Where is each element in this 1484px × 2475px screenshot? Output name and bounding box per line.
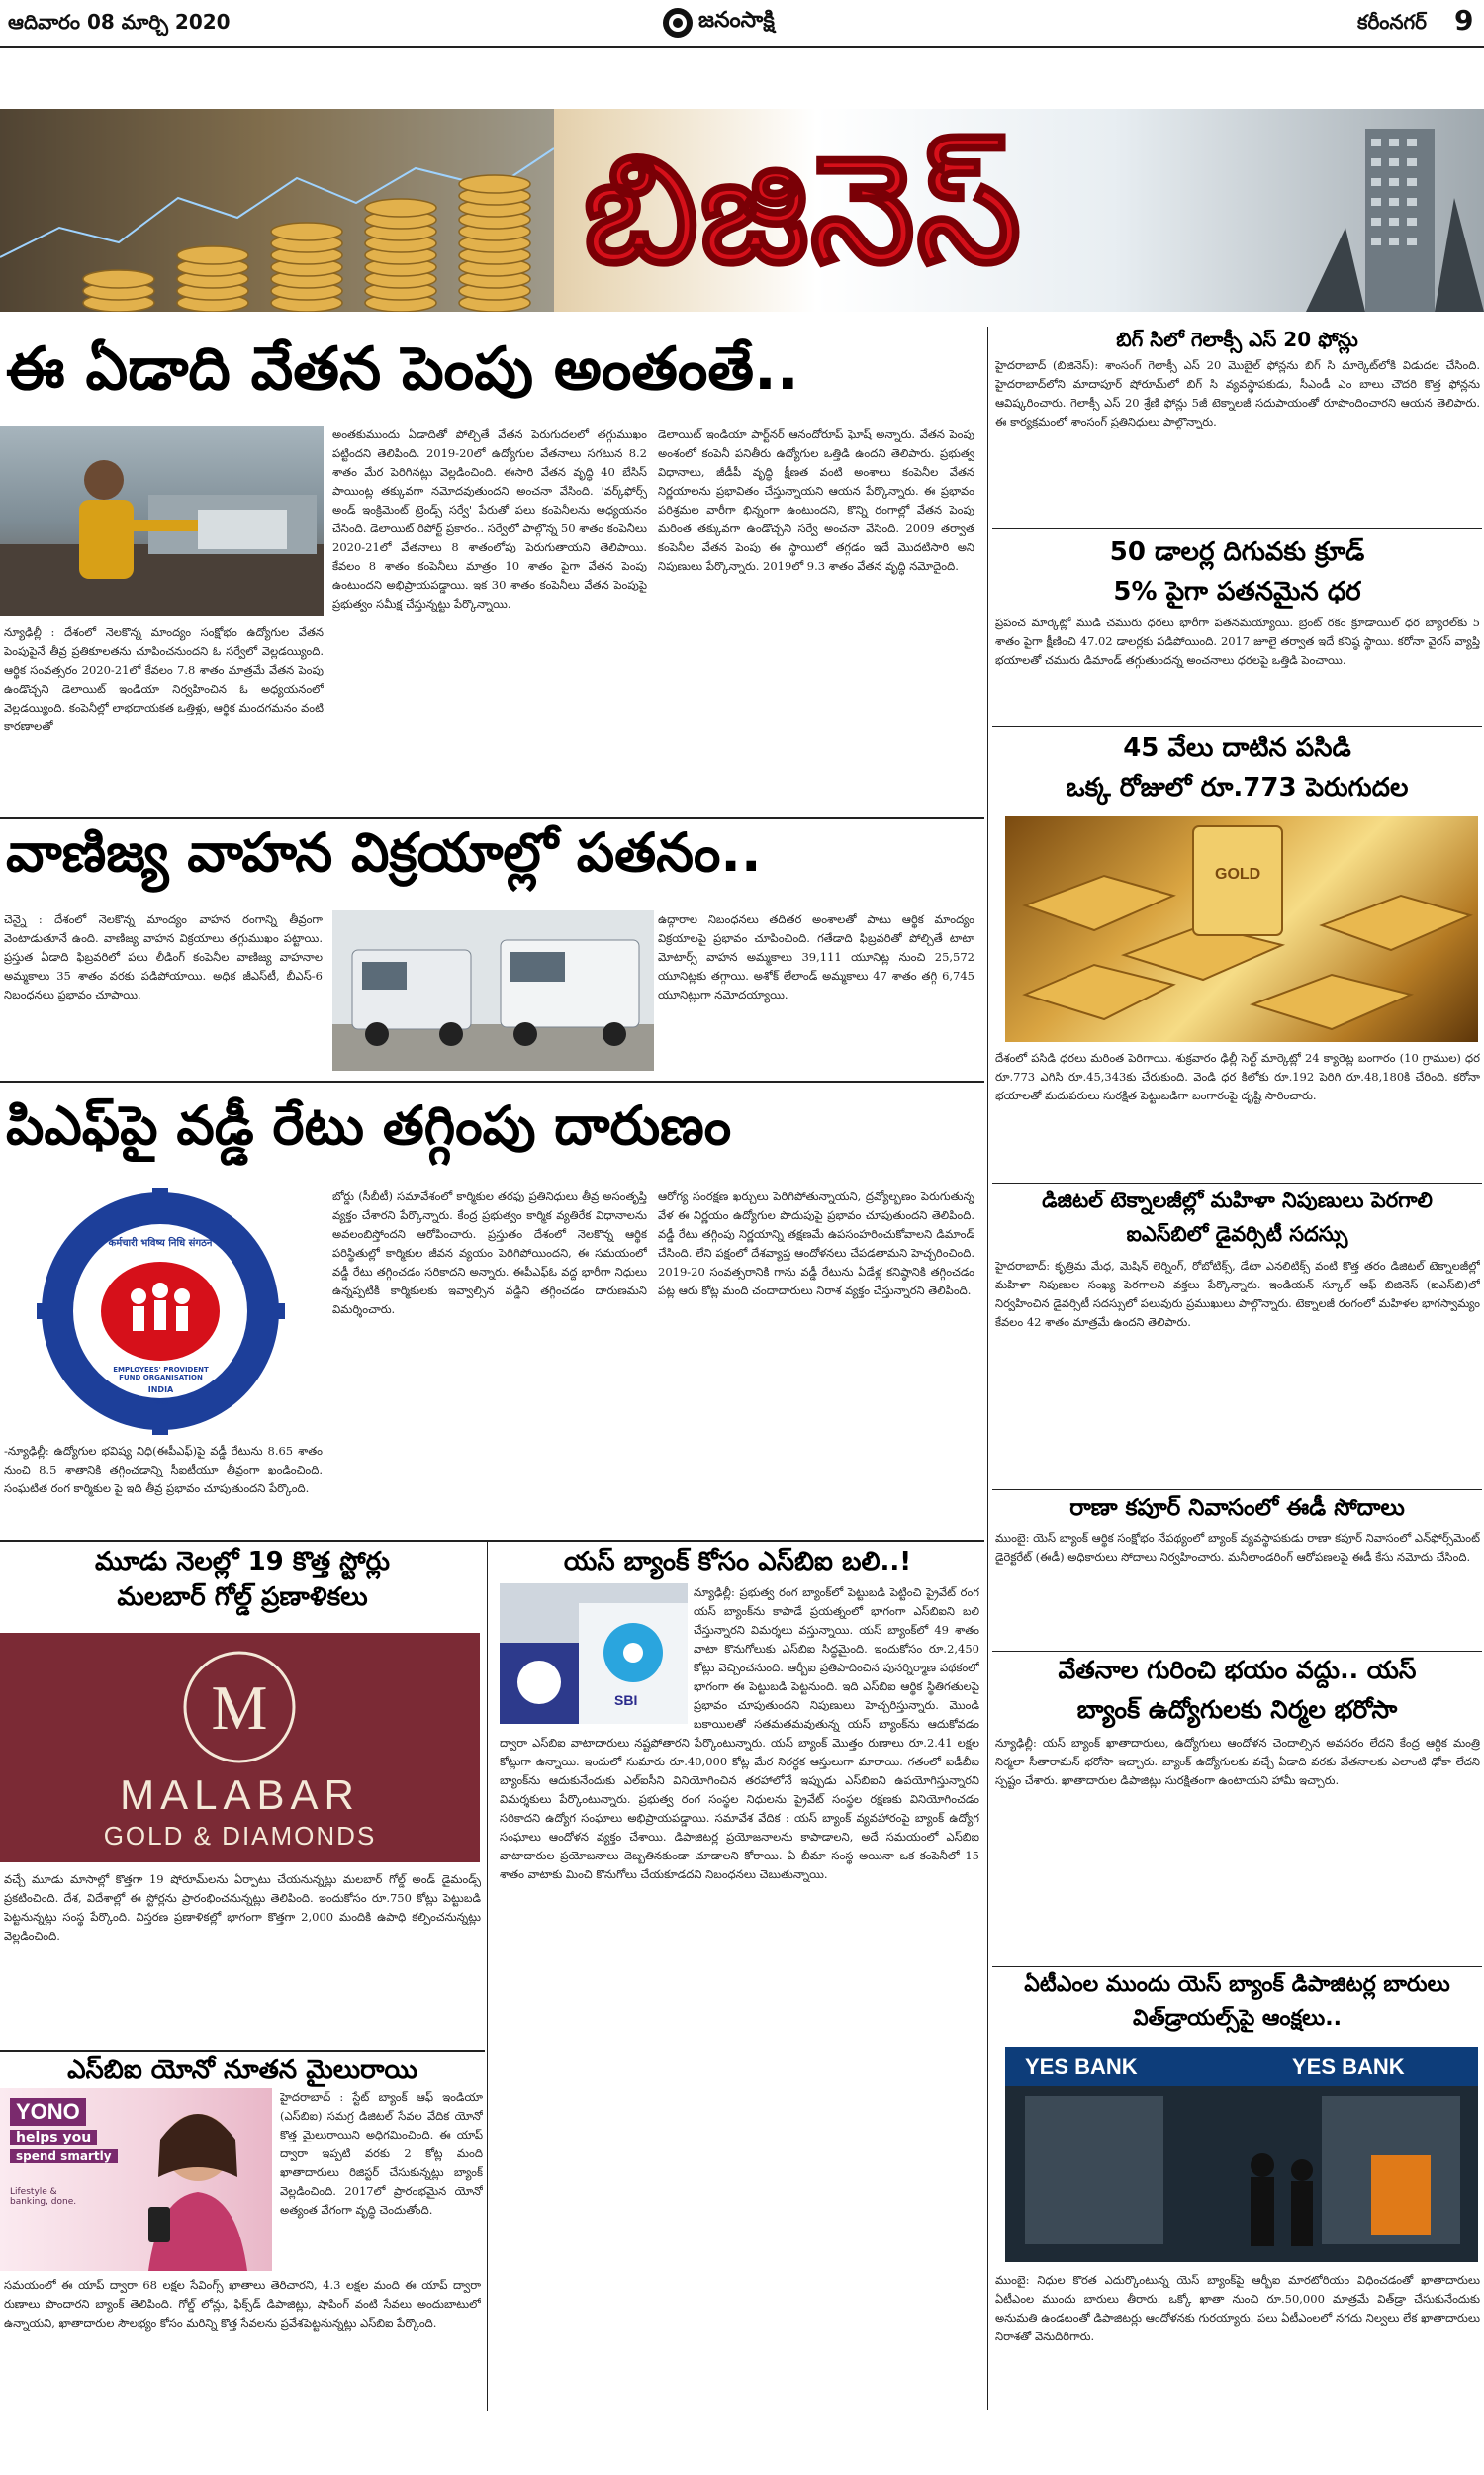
atm-top-rule (992, 1966, 1482, 1967)
factory-worker-photo (0, 426, 324, 616)
yes-staff-top-rule (992, 1651, 1482, 1652)
malabar-top-rule (0, 1540, 984, 1542)
rana-body: ముంబై: యెస్ బ్యాంక్ ఆర్థిక సంక్షోభం నేపథ్యంలో బ్యాంక్ వ్యవస్థాపకుడు రాణా కపూర్ నివాసంలో ఎన్‌ఫోర్స్‌మెంట్ డైరెక్టరేట్ (ఈడీ) అధికారులు సోదాలు నిర్వహించారు. మనీలాండరింగ్ ఆరోపణలపై ఈడీ కేసు నమోదు చేసింది. (995, 1531, 1480, 1564)
salary-col3: డెలాయిట్ ఇండియా పార్ట్‌నర్ ఆనందోరూప్ ఘోష్ అన్నారు. వేతన పెంపు అంశంలో కంపెనీ పనితీరు ఉద్యోగుల ఒత్తిడి ఉందని తెలిపారు. ప్రభుత్వ విధానాలు, జీడీపీ వృద్ధి క్షీణత వంటి అంశాలు కంపెనీల వేతన నిర్ణయాలను ప్రభావితం చేస్తున్నాయని ఆయన పేర్కొన్నారు. ఈ ప్రభావం పరిశ్రమల వారీగా భిన్నంగా ఉంటుందని, కొన్ని రంగాల్లో వేతన పెంపు మరింత తక్కువగా ఉండొచ్చని సర్వే అంచనా వేసింది. 2009 తర్వాత కంపెనీల వేతన పెంపు ఈ స్థాయిలో తగ్గడం ఇదే మొదటిసారి అని నిపుణులు పేర్కొన్నారు. 2019లో 9.3 శాతం వేతన వృద్ధి నమోదైంది. (658, 428, 974, 573)
crude-headline2: 5% పైగా పతనమైన ధర (1113, 577, 1361, 607)
sbi-logo-text: SBI (614, 1692, 638, 1708)
business-banner (0, 109, 1484, 312)
crude-body: ప్రపంచ మార్కెట్లో ముడి చమురు ధరలు భారీగా పతనమయ్యాయి. బ్రెంట్ రకం క్రూడాయిల్ ధర బ్యారెల్‌కు 5 శాతం పైగా క్షీణించి 47.02 డాలర్లకు పడిపోయింది. 2017 జూలై తర్వాత ఇదే కనిష్ఠ స్థాయి. కరోనా వైరస్ వ్యాప్తి భయాలతో చమురు డిమాండ్ తగ్గుతుందన్న అంచనాలు ధరలపై ఒత్తిడి పెంచాయి. (995, 616, 1480, 667)
sbi-body: న్యూఢిల్లీ: ప్రభుత్వ రంగ బ్యాంక్‌లో పెట్టుబడి పెట్టించి ప్రైవేట్ రంగ యస్ బ్యాంక్‌ను కాపాడే ప్రయత్నంలో భాగంగా ఎస్‌బిఐని బలి చేస్తున్నారని విమర్శలు వస్తున్నాయి. యస్ బ్యాంక్‌లో 49 శాతం వాటా కొనుగోలుకు ఎస్‌బిఐ సిద్ధమైంది. ఇందుకోసం రూ.2,450 కోట్లు వెచ్చించనుంది. ఆర్బీఐ ప్రతిపాదించిన పునర్నిర్మాణ పథకంలో భాగంగా ఈ పెట్టుబడి పెట్టనుంది. ఇది ఎస్‌బిఐ ఆర్థిక స్థితిగతులపై ప్రభావం చూపుతుందని నిపుణులు హెచ్చరిస్తున్నారు. మొండి బకాయిలతో సతమతమవుతున్న యస్ బ్యాంక్‌ను ఆదుకోవడం ద్వారా ఎస్‌బిఐ వాటాదారులు నష్టపోతారని పేర్కొంటున్నారు. యస్ బ్యాంక్ మొత్తం రుణాలు రూ.2.41 లక్షల కోట్లుగా ఉన్నాయి. ఇందులో సుమారు రూ.40,000 కోట్ల మేర నిరర్ధక ఆస్తులుగా మారాయి. గతంలో ఐడీబీఐ బ్యాంక్‌ను ఆదుకునేందుకు ఎల్ఐసీని వినియోగించిన తరహాలోనే ఇప్పుడు ఎస్‌బిఐని ఉపయోగిస్తున్నారని విమర్శకులు పేర్కొంటున్నారు. ప్రభుత్వ రంగ సంస్థల నిధులను ప్రైవేట్ సంస్థల రక్షణకు వినియోగించడం సరికాదని ఉద్యోగ సంఘాలు అభిప్రాయపడ్డాయి. సమావేశ వేదిక : యస్ బ్యాంక్ వ్యవహారంపై బ్యాంక్ ఉద్యోగ సంఘాలు ఆందోళన వ్యక్తం చేశాయి. డిపాజిటర్ల ప్రయోజనాలను కాపాడాలని, అదే సమయంలో ఎస్‌బిఐ వాటాదారుల ప్రయోజనాలు దెబ్బతినకుండా చూడాలని కోరాయి. ఏ బీమా సంస్థ అయినా ఒక కంపెనీలో 15 శాతం వాటాకు మించి కొనుగోలు చేయకూడదని నిబంధనలు చెబుతున్నాయి. (500, 1585, 979, 1881)
atm-headline2: విత్‌డ్రాయల్స్‌పై ఆంక్షలు.. (1132, 2006, 1342, 2031)
salary-col1: న్యూఢిల్లీ : దేశంలో నెలకొన్న మాంద్యం సంక్షోభం ఉద్యోగుల వేతన పెంపుపైనే తీవ్ర ప్రతికూలతను చూపించనుందని ఓ సర్వేలో వెల్లడయ్యింది. ఆర్థిక సంవత్సరం 2020-21లో కేవలం 7.8 శాతం మాత్రమే వేతన పెంపు ఉండొచ్చని డెలాయిట్ ఇండియా నిర్వహించిన ఓ అధ్యయనంలో వెల్లడయ్యింది. కంపెనీల్లో లాభదాయకత ఒత్తిళ్లు, ఆర్థిక మందగమనం వంటి కారణాలతో (4, 625, 324, 733)
gold-bar-label: GOLD (1215, 866, 1261, 883)
yono-ad-small: Lifestyle & banking, done. (10, 2187, 77, 2207)
yono-ad-tagline2: spend smartly (10, 2149, 118, 2163)
yes-staff-body: న్యూఢిల్లీ: యస్ బ్యాంక్ ఖాతాదారులు, ఉద్యోగులు ఆందోళన చెందాల్సిన అవసరం లేదని కేంద్ర ఆర్థిక మంత్రి నిర్మలా సీతారామన్ భరోసా ఇచ్చారు. బ్యాంక్ ఉద్యోగులకు వచ్చే ఏడాది వరకు వేతనాలకు ఎలాంటి ఢోకా లేదని స్పష్టం చేశారు. ఖాతాదారుల డిపాజిట్లు సురక్షితంగా ఉంటాయని హామీ ఇచ్చారు. (995, 1736, 1480, 1787)
yes-bank-sign-right: YES BANK (1292, 2054, 1405, 2079)
atm-body: ముంబై: నిధుల కొరత ఎదుర్కొంటున్న యెస్ బ్యాంక్‌పై ఆర్బీఐ మారటోరియం విధించడంతో ఖాతాదారులు ఏటీఎంల ముందు బారులు తీరారు. ఒక్కో ఖాతా నుంచి రూ.50,000 మాత్రమే విత్‌డ్రా చేసుకునేందుకు అనుమతి ఉండటంతో డిపాజిటర్లు ఆందోళనకు గురయ్యారు. పలు ఏటీఎంలలో నగదు నిల్వలు లేక ఖాతాదారులు నిరాశతో వెనుదిరిగారు. (995, 2273, 1480, 2343)
masthead (0, 0, 1484, 103)
digital-headline2: ఐఎస్‌బిలో డైవర్సిటీ సదస్సు (1126, 1222, 1348, 1246)
masthead-city: కరీంనగర్ (1357, 10, 1427, 34)
rana-headline: రాణా కపూర్ నివాసంలో ఈడీ సోదాలు (1069, 1495, 1405, 1521)
yes-bank-atm-photo (1005, 2047, 1478, 2262)
salary-headline: ఈ ఏడాది వేతన పెంపు అంతంతే.. (6, 334, 799, 404)
yes-staff-headline1: వేతనాల గురించి భయం వద్దు.. యస్ (1058, 1656, 1417, 1684)
vehicle-right: ఉద్గారాల నిబంధనలు తదితర అంశాలతో పాటు ఆర్థిక మాంద్యం విక్రయాలపై ప్రభావం చూపించింది. గతేడాది ఫిబ్రవరితో పోల్చితే టాటా మోటార్స్ వాహన అమ్మకాలు 39,111 యూనిట్ల నుంచి 25,572 యూనిట్లకు తగ్గాయి. అశోక్ లేలాండ్ అమ్మకాలు 47 శాతం తగ్గి 6,745 యూనిట్లుగా నమోదయ్యాయి. (658, 912, 974, 1001)
gold-headline1: 45 వేలు దాటిన పసిడి (1123, 733, 1351, 763)
yes-bank-sign-left: YES BANK (1025, 2054, 1138, 2079)
pf-col-a: బోర్డు (సీబీటీ) సమావేశంలో కార్మికుల తరఫు ప్రతినిధులు తీవ్ర అసంతృప్తి వ్యక్తం చేశారని పేర్కొన్నారు. కేంద్ర ప్రభుత్వం కార్మిక వ్యతిరేక విధానాలను అవలంబిస్తోందని ఆరోపించారు. ప్రస్తుతం దేశంలో నెలకొన్న ఆర్థిక పరిస్థితుల్లో కార్మికుల జీవన వ్యయం పెరిగిపోయిందని, ఈ సమయంలో వడ్డీ రేటు తగ్గించడం సరికాదని అన్నారు. ఈపీఎఫ్‌ఓ వద్ద భారీగా నిధులు ఉన్నప్పటికీ కార్మికులకు ఇవ్వాల్సిన వడ్డీని తగ్గించడం దారుణమని విమర్శించారు. (332, 1190, 647, 1316)
yono-ad-title: YONO (10, 2098, 86, 2126)
pf-headline: పిఎఫ్‌పై వడ్డీ రేటు తగ్గింపు దారుణం (6, 1095, 732, 1157)
sbi-left-rule (487, 1540, 488, 2411)
malabar-headline2: మలబార్ గోల్డ్ ప్రణాళికలు (117, 1582, 368, 1612)
paper-logo-icon (661, 6, 695, 40)
stock-exchange-building-illustration (1306, 109, 1484, 312)
vehicle-left: చెన్నై : దేశంలో నెలకొన్న మాంద్యం వాహన రంగాన్ని తీవ్రంగా వెంటాడుతూనే ఉంది. వాణిజ్య వాహన విక్రయాలు తగ్గుముఖం పట్టాయి. ప్రస్తుత ఏడాది ఫిబ్రవరిలో పలు లీడింగ్ కంపెనీల వాణిజ్య వాహనాల అమ్మకాలు 35 శాతం వరకు పడిపోయాయి. అధిక జీఎస్‌టీ, బీఎస్-6 నిబంధనలు ప్రభావం చూపాయి. (4, 912, 323, 1001)
yes-staff-headline2: బ్యాంక్ ఉద్యోగులకు నిర్మల భరోసా (1076, 1695, 1398, 1724)
pf-col-b: ఆరోగ్య సంరక్షణ ఖర్చులు పెరిగిపోతున్నాయని, ద్రవ్యోల్బణం పెరుగుతున్న వేళ ఈ నిర్ణయం ఉద్యోగుల పొదుపుపై ప్రభావం చూపుతుందని తెలిపింది. వడ్డీ రేటు తగ్గింపు నిర్ణయాన్ని తక్షణమే ఉపసంహరించుకోవాలని డిమాండ్ చేసింది. లేని పక్షంలో దేశవ్యాప్త ఆందోళనలు చేపడతామని హెచ్చరించింది. 2019-20 సంవత్సరానికి గాను వడ్డీ రేటును ఏడేళ్ల కనిష్ఠానికి తగ్గించడం పట్ల ఆరు కోట్ల మంది చందాదారులు నిరాశ వ్యక్తం చేస్తున్నారని తెలిపింది. (658, 1190, 974, 1297)
gold-bars-photo (1005, 816, 1478, 1042)
crude-headline1: 50 డాలర్ల దిగువకు క్రూడ్ (1109, 537, 1365, 567)
samsung-headline: బిగ్ సిలో గెలాక్సీ ఎస్ 20 ఫోన్లు (1116, 328, 1358, 351)
paper-logo (661, 4, 775, 42)
sbi-photo-spacer (500, 1583, 694, 1730)
rana-top-rule (992, 1489, 1482, 1490)
yono-headline: ఎస్‌బిఐ యోనో నూతన మైలురాయి (67, 2055, 417, 2085)
malabar-sub: GOLD & DIAMONDS (103, 1821, 377, 1851)
digital-top-rule (992, 1183, 1482, 1184)
malabar-headline1: మూడు నెలల్లో 19 కొత్త స్టోర్లు (94, 1547, 391, 1576)
coin-stacks-illustration (0, 109, 554, 312)
epfo-logo-bharat-text: भारत (152, 1397, 169, 1406)
yono-ad-tagline1: helps you (10, 2130, 97, 2145)
vehicle-headline: వాణిజ్య వాహన విక్రయాల్లో పతనం.. (6, 821, 762, 884)
yono-top-rule (0, 2050, 485, 2052)
malabar-emblem-icon (180, 1648, 299, 1766)
paper-name: జనంసాక్షి (698, 8, 775, 33)
pf-caption: -న్యూఢిల్లీ: ఉద్యోగుల భవిష్య నిధి(ఈపీఎఫ్‌)పై వడ్డీ రేటును 8.65 శాతం నుంచి 8.5 శాతానికి తగ్గించడాన్ని సీఐటీయూ తీవ్రంగా ఖండించింది. సంఘటిత రంగ కార్మికుల పై ఇది తీవ్ర ప్రభావం చూపుతుందని పేర్కొంది. (4, 1444, 323, 1495)
masthead-date: ఆదివారం 08 మార్చి 2020 (8, 10, 231, 34)
svg-text:M: M (211, 1672, 268, 1743)
yono-side: హైదరాబాద్ : స్టేట్ బ్యాంక్ ఆఫ్ ఇండియా (ఎస్‌బిఐ) సమగ్ర డిజిటల్ సేవల వేదిక యోనో కొత్త మైలురాయిని అధిగమించింది. ఈ యాప్ ద్వారా ఇప్పటి వరకు 2 కోట్ల మంది ఖాతాదారులు రిజిస్టర్ చేసుకున్నట్లు బ్యాంక్ వెల్లడించింది. 2017లో ప్రారంభమైన యోనో అత్యంత వేగంగా వృద్ధి చెందుతోంది. (280, 2090, 483, 2217)
gold-headline2: ఒక్క రోజులో రూ.773 పెరుగుదల (1066, 773, 1409, 803)
trucks-illustration (332, 910, 654, 1071)
malabar-body: వచ్చే మూడు మాసాల్లో కొత్తగా 19 షోరూమ్‌లను ఏర్పాటు చేయనున్నట్లు మలబార్ గోల్డ్ అండ్ డైమండ్స్ ప్రకటించింది. దేశ, విదేశాల్లో ఈ స్టోర్లను ప్రారంభించనున్నట్లు తెలిపింది. ఇందుకోసం రూ.750 కోట్లు పెట్టుబడి పెట్టనున్నట్లు సంస్థ పేర్కొంది. విస్తరణ ప్రణాళికల్లో భాగంగా కొత్తగా 2,000 మందికి ఉపాధి కల్పించనున్నట్లు వెల్లడించింది. (4, 1872, 481, 1943)
vehicle-top-rule (0, 817, 984, 819)
sbi-headline: యస్ బ్యాంక్ కోసం ఎస్‌బిఐ బలి..! (563, 1547, 912, 1576)
digital-headline1: డిజిటల్ టెక్నాలజీల్లో మహిళా నిపుణులు పెరగాలి (1042, 1189, 1433, 1212)
malabar-ad (0, 1633, 480, 1862)
epfo-logo-india-text: INDIA (147, 1385, 174, 1394)
pf-top-rule (0, 1081, 984, 1083)
gold-bars-illustration (1005, 816, 1478, 1042)
epfo-logo (0, 1188, 322, 1435)
right-column-rule (987, 327, 988, 2410)
factory-worker-illustration (0, 426, 324, 616)
gold-top-rule (992, 726, 1482, 727)
masthead-rule (0, 46, 1484, 48)
digital-body: హైదరాబాద్: కృత్రిమ మేధ, మెషిన్ లెర్నింగ్, రోబోటిక్స్, డేటా ఎనలిటిక్స్ వంటి కొత్త తరం డిజిటల్ టెక్నాలజీల్లో మహిళా నిపుణుల సంఖ్య పెరగాలని వక్తలు పేర్కొన్నారు. ఇండియన్ స్కూల్ ఆఫ్ బిజినెస్ (ఐఎస్‌బి)లో నిర్వహించిన డైవర్సిటీ సదస్సులో పలువురు ప్రముఖులు పాల్గొన్నారు. టెక్నాలజీ రంగంలో మహిళల భాగస్వామ్యం కేవలం 42 శాతం మాత్రమే ఉందని తెలిపారు. (995, 1259, 1480, 1329)
malabar-brand: MALABAR (120, 1771, 360, 1818)
yono-bottom: సమయంలో ఈ యాప్ ద్వారా 68 లక్షల సేవింగ్స్ ఖాతాలు తెరిచారని, 4.3 లక్షల మంది ఈ యాప్ ద్వారా రుణాలు పొందారని బ్యాంక్ తెలిపింది. గోల్డ్ లోన్లు, ఫిక్స్‌డ్ డిపాజిట్లు, షాపింగ్ వంటి సేవలు అందుబాటులో ఉన్నాయని, ఖాతాదారుల సౌలభ్యం కోసం మరిన్ని కొత్త సేవలను ప్రవేశపెట్టనున్నట్లు ఎస్‌బిఐ పేర్కొంది. (4, 2278, 481, 2330)
page-number: 9 (1454, 4, 1474, 37)
salary-col2: అంతకుముందు ఏడాదితో పోల్చితే వేతన పెరుగుదలలో తగ్గుముఖం పట్టిందని తెలిపింది. 2019-20లో ఉద్యోగుల వేతనాలు సగటున 8.2 శాతం మేర పెరిగినట్లు వెల్లడించింది. ఈసారి వేతన వృద్ధి 40 బేసిస్ పాయింట్ల తక్కువగా నమోదవుతుందని అంచనా వేసింది. 'వర్క్‌ఫోర్స్ అండ్ ఇంక్రిమెంట్ ట్రెండ్స్ సర్వే' పేరుతో పలు కంపెనీలను అధ్యయనం చేసింది. డెలాయిట్ రిపోర్ట్ ప్రకారం.. సర్వేలో పాల్గొన్న 50 శాతం కంపెనీలు 2020-21లో వేతనాలు 8 శాతంలోపు పెరుగుతాయని తెలిపాయి. కేవలం 8 శాతం కంపెనీలు మాత్రం 10 శాతం పైగా వేతన పెంపు ఉంటుందని అభిప్రాయపడ్డాయి. ఇక 30 శాతం కంపెనీలు వేతన పెంపుపై ప్రభుత్వం సమీక్ష చేస్తున్నట్టు పేర్కొన్నాయి. (332, 428, 647, 611)
atm-headline1: ఏటీఎంల ముందు యెస్ బ్యాంక్ డిపాజిటర్ల బారులు (1024, 1972, 1450, 1997)
epfo-logo-hindi-text: कर्मचारी भविष्य निधि संगठन (108, 1238, 213, 1249)
crude-top-rule (992, 528, 1482, 529)
yono-woman-illustration (109, 2088, 272, 2271)
epfo-logo-english-text: EMPLOYEES' PROVIDENT FUND ORGANISATION (113, 1366, 209, 1381)
samsung-body: హైదరాబాద్ (బిజినెస్): శాంసంగ్ గెలాక్సీ ఎస్ 20 మొబైల్ ఫోన్లను బిగ్ సి మార్కెట్‌లోకి విడుదల చేసింది. హైదరాబాద్‌లోని మాదాపూర్ షోరూమ్‌లో బిగ్ సి వ్యవస్థాపకుడు, సీఎండీ ఎం బాలు చౌదరి కొత్త ఫోన్లను ఆవిష్కరించారు. గెలాక్సీ ఎస్ 20 శ్రేణి ఫోన్లు 5జీ టెక్నాలజీ సదుపాయంతో రూపొందించారని ఆయన తెలిపారు. ఈ కార్యక్రమంలో శాంసంగ్ ప్రతినిధులు పాల్గొన్నారు. (995, 358, 1480, 428)
yono-ad (0, 2088, 272, 2271)
banner-section-title: బిజినెస్ (584, 125, 1023, 297)
commercial-vehicles-photo (332, 910, 654, 1071)
gold-body: దేశంలో పసిడి ధరలు మరింత పెరిగాయి. శుక్రవారం ఢిల్లీ సెల్ట్ మార్కెట్లో 24 క్యారెట్ల బంగారం (10 గ్రాముల) ధర రూ.773 ఎగిసి రూ.45,343కు చేరుకుంది. వెండి ధర కిలోకు రూ.192 పెరిగి రూ.48,180కి చేరింది. కరోనా భయాలతో మదుపరులు సురక్షిత పెట్టుబడిగా బంగారంపై దృష్టి సారించారు. (995, 1051, 1480, 1102)
